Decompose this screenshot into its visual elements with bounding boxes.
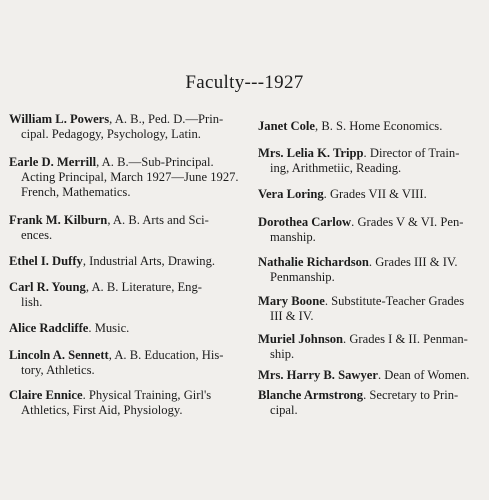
faculty-entry: [258, 255, 484, 285]
faculty-duties: . Secretary to Prin-: [363, 388, 459, 402]
faculty-duties: , A. B. Literature, Eng-: [85, 280, 202, 294]
page-title: Faculty---1927: [185, 72, 304, 93]
faculty-entry: [258, 119, 484, 134]
faculty-duties-cont: tory, Athletics.: [21, 363, 95, 377]
faculty-duties: . Grades I & II. Penman-: [343, 332, 468, 346]
faculty-name: Vera Loring: [258, 187, 324, 201]
faculty-entry: [9, 348, 247, 378]
faculty-duties: . Dean of Women.: [377, 368, 470, 382]
faculty-duties: , A. B.—Sub-Principal.: [96, 155, 214, 169]
faculty-duties: . Director of Train-: [363, 146, 460, 160]
faculty-entry: [9, 112, 247, 142]
faculty-entry: [258, 368, 484, 383]
faculty-name: Alice Radcliffe: [9, 321, 89, 335]
faculty-name: Claire Ennice: [9, 388, 83, 402]
faculty-name: Lincoln A. Sennett: [9, 348, 109, 362]
faculty-duties: , A. B. Education, His-: [108, 348, 224, 362]
faculty-duties-cont: III & IV.: [270, 309, 314, 323]
faculty-entry: [9, 280, 247, 310]
faculty-name: Carl R. Young: [9, 280, 86, 294]
faculty-entry: [258, 294, 484, 324]
faculty-name: Nathalie Richardson: [258, 255, 369, 269]
faculty-duties: . Grades III & IV.: [368, 255, 458, 269]
faculty-entry: [9, 321, 247, 336]
faculty-duties-cont: ship.: [270, 347, 295, 361]
faculty-duties-cont: ing, Arithmetiic, Reading.: [270, 161, 402, 175]
faculty-name: Mary Boone: [258, 294, 325, 308]
faculty-duties-cont: lish.: [21, 295, 43, 309]
faculty-duties-cont: Acting Principal, March 1927—June 1927. French, Mathematics.: [21, 170, 239, 199]
faculty-name: William L. Powers: [9, 112, 110, 126]
faculty-duties-cont: manship.: [270, 230, 316, 244]
faculty-duties-cont: Athletics, First Aid, Physiology.: [21, 403, 183, 417]
faculty-duties-cont: cipal. Pedagogy, Psychology, Latin.: [21, 127, 201, 141]
faculty-entry: [258, 146, 484, 176]
faculty-name: Blanche Armstrong: [258, 388, 364, 402]
faculty-entry: [258, 332, 484, 362]
faculty-duties: , B. S. Home Economics.: [315, 119, 443, 133]
faculty-duties: . Grades V & VI. Pen-: [351, 215, 464, 229]
faculty-entry: [9, 155, 247, 200]
faculty-name: Janet Cole: [258, 119, 316, 133]
faculty-name: Mrs. Harry B. Sawyer: [258, 368, 378, 382]
faculty-duties-cont: Penmanship.: [270, 270, 335, 284]
faculty-entry: [9, 388, 247, 418]
faculty-name: Muriel Johnson: [258, 332, 344, 346]
faculty-entry: [258, 388, 484, 418]
faculty-name: Dorothea Carlow: [258, 215, 352, 229]
faculty-entry: [9, 213, 247, 243]
faculty-entry: [258, 187, 484, 202]
faculty-name: Earle D. Merrill: [9, 155, 97, 169]
faculty-entry: [9, 254, 247, 269]
faculty-name: Ethel I. Duffy: [9, 254, 83, 268]
faculty-duties-cont: cipal.: [270, 403, 298, 417]
faculty-duties: . Substitute-Teacher Grades: [324, 294, 465, 308]
faculty-name: Mrs. Lelia K. Tripp: [258, 146, 364, 160]
faculty-duties: . Music.: [88, 321, 130, 335]
faculty-duties: , A. B., Ped. D.—Prin-: [109, 112, 224, 126]
faculty-duties-cont: ences.: [21, 228, 53, 242]
faculty-duties: . Grades VII & VIII.: [323, 187, 427, 201]
faculty-name: Frank M. Kilburn: [9, 213, 108, 227]
faculty-duties: , Industrial Arts, Drawing.: [82, 254, 216, 268]
faculty-entry: [258, 215, 484, 245]
faculty-duties: . Physical Training, Girl's: [82, 388, 212, 402]
faculty-duties: , A. B. Arts and Sci-: [107, 213, 209, 227]
